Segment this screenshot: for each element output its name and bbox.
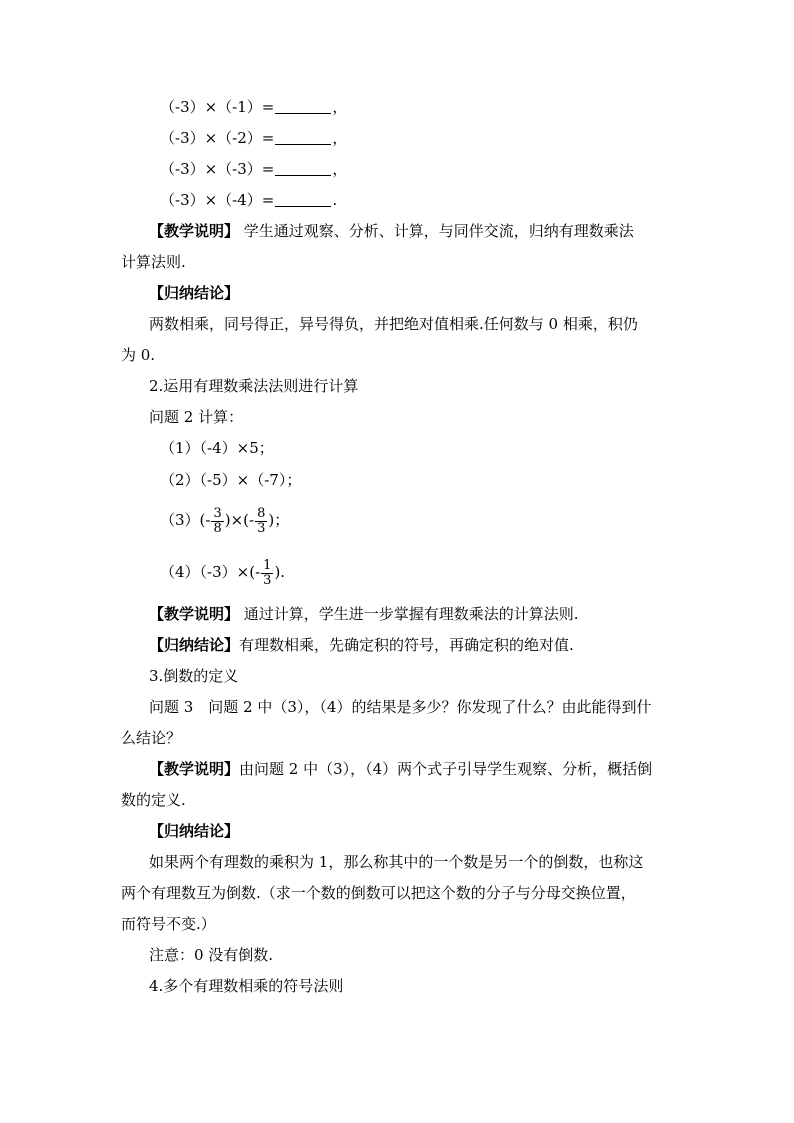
- note-1-line-b: [121, 252, 186, 272]
- problem-text: )×(-: [224, 511, 255, 529]
- exercise-2: [160, 128, 347, 148]
- exercise-end: ，: [332, 129, 348, 147]
- fraction: [255, 507, 267, 536]
- fraction: [261, 559, 273, 588]
- exercise-expr: （-3）×（-1）=: [160, 98, 275, 116]
- exercise-expr: （-3）×（-4）=: [160, 191, 275, 209]
- answer-blank: [275, 130, 331, 145]
- conclusion-1-line-b: 为 0.: [121, 346, 156, 364]
- problem-text: ).: [274, 563, 286, 581]
- note-1-line-a: [149, 221, 634, 241]
- conclusion-1-line-a: 两数相乘，同号得正，异号得负，并把绝对值相乘.任何数与 0 相乘，积仍: [149, 315, 638, 333]
- exercise-3: [160, 159, 347, 179]
- attention-note: 注意：0 没有倒数.: [149, 946, 274, 964]
- conclusion-3-label: 【归纳结论】: [149, 822, 240, 840]
- exercise-4: [160, 190, 337, 210]
- conclusion-text: 有理数相乘，先确定积的符号，再确定积的绝对值.: [239, 636, 574, 654]
- conclusion-3-line-a: 如果两个有理数的乘积为 1，那么称其中的一个数是另一个的倒数，也称这: [149, 853, 644, 871]
- note-text: 学生通过观察、分析、计算，与同伴交流，归纳有理数乘法: [243, 222, 634, 240]
- fraction-denominator: 8: [213, 520, 222, 536]
- fraction: [211, 507, 223, 536]
- note-text: 由问题 2 中（3），（4）两个式子引导学生观察、分析，概括倒: [239, 760, 653, 778]
- section-2-heading: 2.运用有理数乘法法则进行计算: [149, 377, 359, 395]
- problem-2: （2）（-5）×（-7）；: [160, 471, 302, 489]
- conclusion-1-label: 【归纳结论】: [149, 284, 240, 302]
- conclusion-3-line-c: 而符号不变.）: [121, 915, 216, 933]
- exercise-1: [160, 97, 347, 117]
- note-text: 通过计算，学生进一步掌握有理数乘法的计算法则.: [243, 605, 579, 623]
- exercise-end: ，: [332, 160, 348, 178]
- section-4-heading: 4.多个有理数相乘的符号法则: [149, 977, 344, 995]
- problem-4: [160, 552, 285, 592]
- conclusion-2: [149, 635, 574, 655]
- answer-blank: [275, 99, 331, 114]
- note-2: [149, 604, 579, 624]
- exercise-end: ，: [332, 98, 348, 116]
- conclusion-label: 【归纳结论】: [149, 636, 240, 654]
- note-label: 【教学说明】: [149, 760, 240, 778]
- answer-blank: [275, 192, 331, 207]
- question-3-line-a: 问题 3 问题 2 中（3），（4）的结果是多少？你发现了什么？由此能得到什: [149, 698, 652, 716]
- question-2: 问题 2 计算：: [149, 408, 244, 426]
- fraction-numerator: 8: [257, 505, 266, 521]
- fraction-numerator: 1: [263, 557, 272, 573]
- fraction-denominator: 3: [263, 572, 272, 588]
- note-label: 【教学说明】: [149, 605, 240, 623]
- note-3-line-a: [149, 759, 652, 779]
- fraction-denominator: 3: [257, 520, 266, 536]
- fraction-numerator: 3: [213, 505, 222, 521]
- answer-blank: [275, 161, 331, 176]
- exercise-expr: （-3）×（-2）=: [160, 129, 275, 147]
- problem-3: [160, 500, 289, 540]
- note-3-line-b: 数的定义.: [121, 791, 186, 809]
- problem-text: （4）（-3）×(-: [160, 563, 261, 581]
- note-text: 计算法则.: [121, 253, 186, 271]
- exercise-end: .: [332, 191, 338, 209]
- problem-text: （3）(-: [160, 511, 211, 529]
- question-3-line-b: 么结论？: [121, 729, 182, 747]
- note-label: 【教学说明】: [149, 222, 240, 240]
- exercise-expr: （-3）×（-3）=: [160, 160, 275, 178]
- conclusion-3-line-b: 两个有理数互为倒数.（求一个数的倒数可以把这个数的分子与分母交换位置，: [121, 884, 636, 902]
- section-3-heading: 3.倒数的定义: [149, 667, 239, 685]
- problem-text: )；: [268, 511, 290, 529]
- problem-1: （1）（-4）×5；: [160, 439, 274, 457]
